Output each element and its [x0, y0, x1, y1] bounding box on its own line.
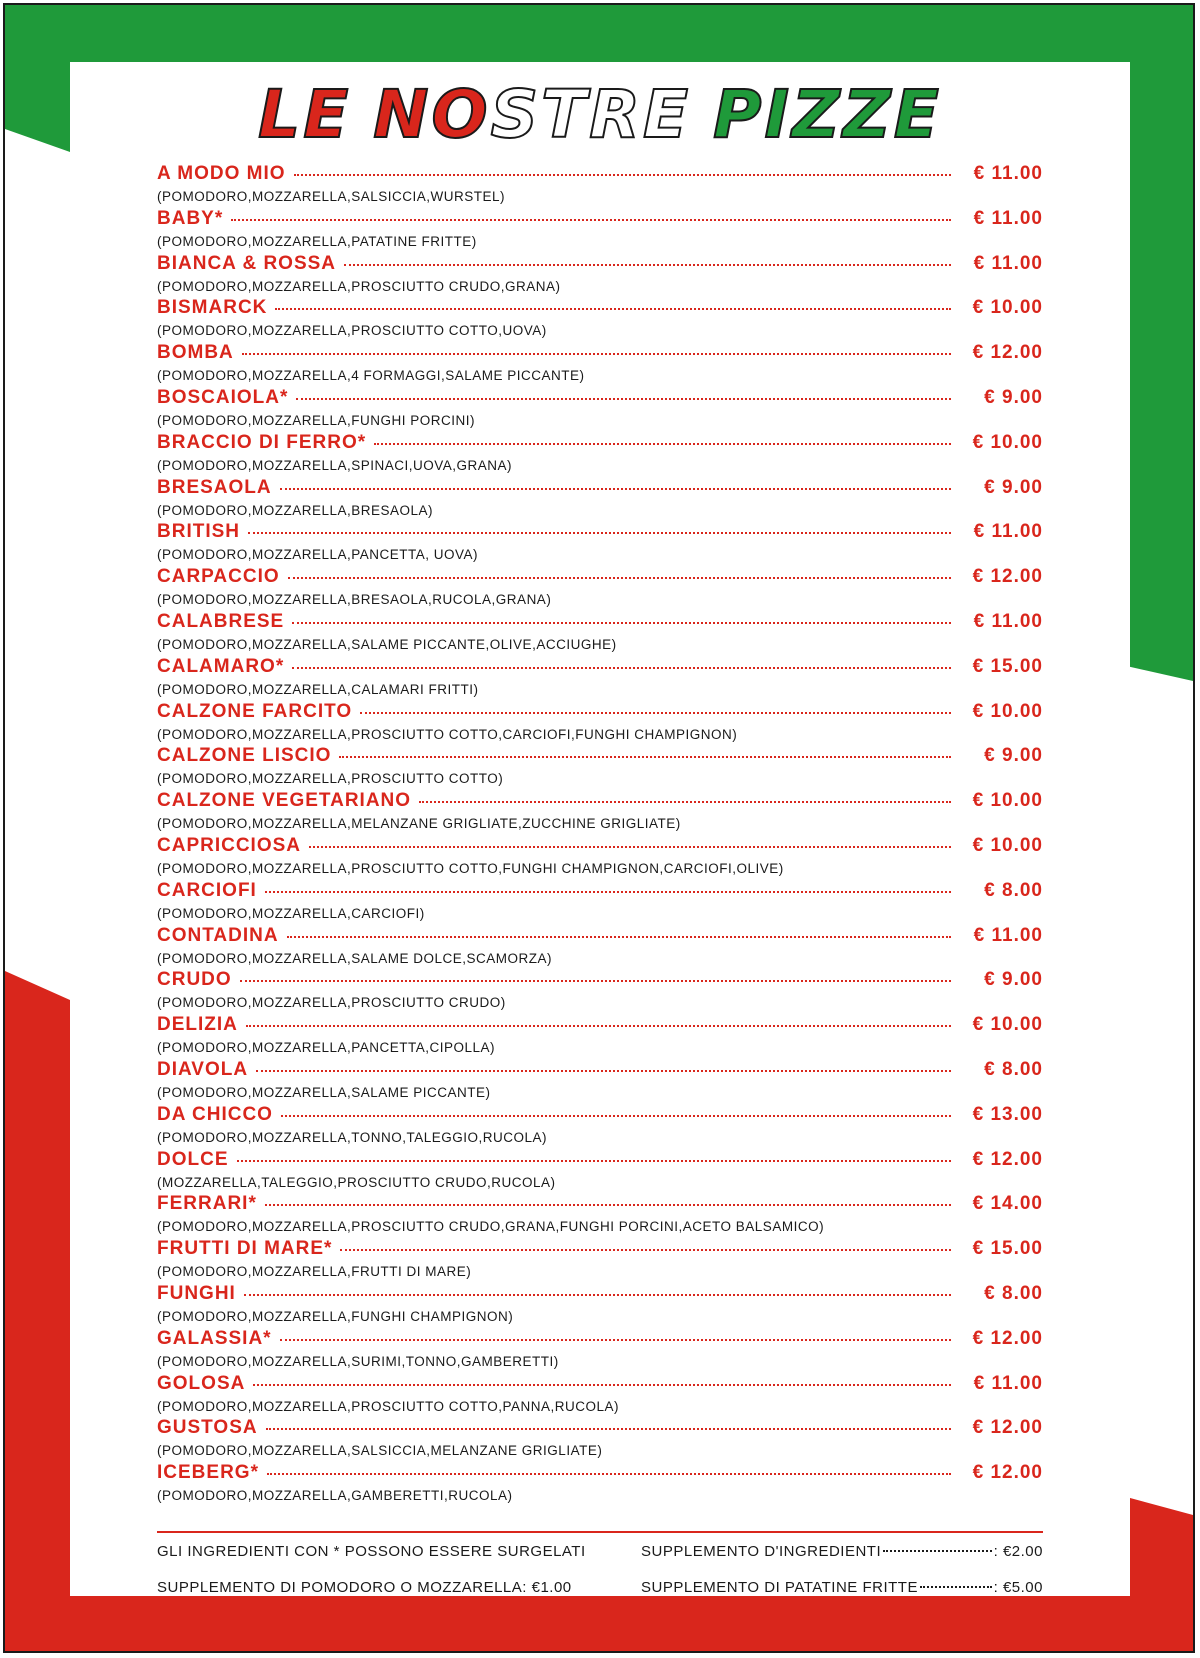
pizza-price: € 10.00 — [972, 700, 1043, 722]
menu-item — [157, 432, 1043, 477]
menu-item-row — [157, 521, 1043, 545]
pizza-name: BRITISH — [157, 521, 240, 543]
dot-leader — [246, 1025, 951, 1027]
title-word-le: LE — [258, 76, 352, 153]
pizza-ingredients: (POMODORO,MOZZARELLA,PROSCIUTTO CRUDO,GRANA,FUNGHI PORCINI,ACETO BALSAMICO) — [157, 1219, 825, 1235]
pizza-ingredients: (POMODORO,MOZZARELLA,FUNGHI CHAMPIGNON) — [157, 1308, 514, 1324]
ingredient-supplement-price: : €2.00 — [993, 1543, 1043, 1560]
pizza-name: DA CHICCO — [157, 1103, 273, 1125]
pizza-ingredients: (POMODORO,MOZZARELLA,PROSCIUTTO COTTO,UOVA) — [157, 323, 547, 339]
menu-item — [157, 566, 1043, 611]
page-title — [0, 76, 1200, 153]
pizza-name: CALAMARO* — [157, 655, 285, 677]
pizza-ingredients: (POMODORO,MOZZARELLA,PROSCIUTTO COTTO,PANNA,RUCOLA) — [157, 1398, 620, 1414]
ingredient-supplement — [641, 1543, 1043, 1560]
tomato-mozzarella-supplement: SUPPLEMENTO DI POMODORO O MOZZARELLA: €1.00 — [157, 1579, 572, 1596]
menu-item — [157, 387, 1043, 432]
dot-leader — [374, 443, 951, 445]
menu-item-row — [157, 611, 1043, 635]
menu-item-row — [157, 1462, 1043, 1486]
pizza-ingredients: (POMODORO,MOZZARELLA,4 FORMAGGI,SALAME PICCANTE) — [157, 368, 585, 384]
pizza-ingredients: (POMODORO,MOZZARELLA,BRESAOLA,RUCOLA,GRANA) — [157, 592, 552, 608]
menu-item-row — [157, 566, 1043, 590]
dot-leader — [309, 846, 951, 848]
pizza-ingredients: (POMODORO,MOZZARELLA,FUNGHI PORCINI) — [157, 412, 476, 428]
menu-item — [157, 656, 1043, 701]
menu-item-row — [157, 1014, 1043, 1038]
ingredient-supplement-label: SUPPLEMENTO D'INGREDIENTI — [641, 1543, 882, 1560]
pizza-price: € 11.00 — [973, 521, 1043, 543]
footer-divider — [157, 1531, 1043, 1533]
menu-item-row — [157, 432, 1043, 456]
dot-leader — [242, 353, 951, 355]
menu-item-row — [157, 1373, 1043, 1397]
menu-item — [157, 1238, 1043, 1283]
pizza-price: € 11.00 — [973, 610, 1043, 632]
pizza-name: GUSTOSA — [157, 1417, 258, 1439]
dot-leader — [344, 264, 951, 266]
pizza-price: € 8.00 — [984, 879, 1043, 901]
dot-leader — [275, 308, 951, 310]
menu-item — [157, 969, 1043, 1014]
pizza-price: € 9.00 — [984, 745, 1043, 767]
pizza-ingredients: (POMODORO,MOZZARELLA,PATATINE FRITTE) — [157, 233, 477, 249]
pizza-ingredients: (POMODORO,MOZZARELLA,PROSCIUTTO COTTO,FUNGHI CHAMPIGNON,CARCIOFI,OLIVE) — [157, 860, 784, 876]
pizza-ingredients: (POMODORO,MOZZARELLA,SALAME DOLCE,SCAMORZA) — [157, 950, 553, 966]
pizza-price: € 10.00 — [972, 431, 1043, 453]
pizza-name: BOMBA — [157, 342, 234, 364]
pizza-name: BRACCIO DI FERRO* — [157, 431, 367, 453]
pizza-price: € 11.00 — [973, 163, 1043, 184]
menu-item-row — [157, 1149, 1043, 1173]
title-word-pizze: PIZZE — [713, 76, 942, 153]
fries-supplement-price: : €5.00 — [993, 1579, 1043, 1596]
pizza-price: € 12.00 — [972, 342, 1043, 364]
pizza-ingredients: (MOZZARELLA,TALEGGIO,PROSCIUTTO CRUDO,RUCOLA) — [157, 1174, 556, 1190]
menu-item — [157, 1104, 1043, 1149]
dot-leader — [240, 980, 951, 982]
menu-item — [157, 790, 1043, 835]
pizza-name: CARCIOFI — [157, 879, 257, 901]
menu-item-row — [157, 1283, 1043, 1307]
pizza-ingredients: (POMODORO,MOZZARELLA,CARCIOFI) — [157, 905, 425, 921]
pizza-ingredients: (POMODORO,MOZZARELLA,PROSCIUTTO CRUDO,GRANA) — [157, 278, 561, 294]
menu-item — [157, 1283, 1043, 1328]
menu-item-row — [157, 1193, 1043, 1217]
title-word-nostre-white: STRE — [490, 76, 692, 153]
menu-item-row — [157, 1238, 1043, 1262]
dot-leader — [920, 1586, 992, 1588]
pizza-name: DOLCE — [157, 1148, 229, 1170]
pizza-ingredients: (POMODORO,MOZZARELLA,SPINACI,UOVA,GRANA) — [157, 457, 513, 473]
pizza-ingredients: (POMODORO,MOZZARELLA,FRUTTI DI MARE) — [157, 1264, 472, 1280]
menu-item-row — [157, 1417, 1043, 1441]
pizza-ingredients: (POMODORO,MOZZARELLA,SALSICCIA,MELANZANE GRIGLIATE) — [157, 1443, 603, 1459]
pizza-ingredients: (POMODORO,MOZZARELLA,TONNO,TALEGGIO,RUCOLA) — [157, 1129, 548, 1145]
pizza-price: € 15.00 — [972, 1238, 1043, 1260]
dot-leader — [296, 398, 951, 400]
pizza-price: € 10.00 — [972, 1014, 1043, 1036]
pizza-name: CRUDO — [157, 969, 232, 991]
pizza-name: ICEBERG* — [157, 1462, 259, 1484]
pizza-name: DIAVOLA — [157, 1058, 249, 1080]
pizza-name: CALZONE LISCIO — [157, 745, 332, 767]
pizza-name: FERRARI* — [157, 1193, 257, 1215]
pizza-name: CALZONE FARCITO — [157, 700, 353, 722]
menu-item-row — [157, 925, 1043, 949]
pizza-name: FRUTTI DI MARE* — [157, 1238, 333, 1260]
dot-leader — [265, 891, 951, 893]
menu-item — [157, 1059, 1043, 1104]
menu-item-row — [157, 1059, 1043, 1083]
menu-item-row — [157, 790, 1043, 814]
fries-supplement — [641, 1579, 1043, 1596]
pizza-price: € 11.00 — [973, 924, 1043, 946]
pizza-price: € 9.00 — [984, 386, 1043, 408]
dot-leader — [294, 174, 951, 176]
dot-leader — [883, 1550, 992, 1552]
pizza-price: € 12.00 — [972, 1327, 1043, 1349]
menu-item — [157, 611, 1043, 656]
pizza-price: € 11.00 — [973, 207, 1043, 229]
menu-item — [157, 745, 1043, 790]
menu-item — [157, 1149, 1043, 1194]
menu-item-row — [157, 880, 1043, 904]
menu-item — [157, 701, 1043, 746]
pizza-price: € 12.00 — [972, 1148, 1043, 1170]
dot-leader — [339, 756, 951, 758]
pizza-price: € 11.00 — [973, 252, 1043, 274]
pizza-ingredients: (POMODORO,MOZZARELLA,PROSCIUTTO CRUDO) — [157, 995, 506, 1011]
pizza-ingredients: (POMODORO,MOZZARELLA,SURIMI,TONNO,GAMBERETTI) — [157, 1353, 559, 1369]
pizza-price: € 9.00 — [984, 969, 1043, 991]
pizza-price: € 14.00 — [972, 1193, 1043, 1215]
menu-item — [157, 1014, 1043, 1059]
menu-item-row — [157, 656, 1043, 680]
dot-leader — [360, 712, 951, 714]
dot-leader — [292, 667, 951, 669]
dot-leader — [340, 1249, 951, 1251]
menu-item — [157, 342, 1043, 387]
pizza-menu-list — [157, 163, 1043, 1507]
pizza-name: GALASSIA* — [157, 1327, 272, 1349]
dot-leader — [292, 622, 951, 624]
menu-item — [157, 835, 1043, 880]
pizza-price: € 12.00 — [972, 1417, 1043, 1439]
pizza-ingredients: (POMODORO,MOZZARELLA,BRESAOLA) — [157, 502, 434, 518]
pizza-price: € 13.00 — [972, 1103, 1043, 1125]
menu-item-row — [157, 969, 1043, 993]
menu-item-row — [157, 297, 1043, 321]
menu-item — [157, 1373, 1043, 1418]
dot-leader — [280, 1339, 951, 1341]
pizza-name: FUNGHI — [157, 1282, 236, 1304]
pizza-ingredients: (POMODORO,MOZZARELLA,PANCETTA,CIPOLLA) — [157, 1040, 496, 1056]
dot-leader — [288, 577, 951, 579]
pizza-price: € 8.00 — [984, 1058, 1043, 1080]
title-word-nostre-red: NO — [373, 76, 491, 153]
pizza-ingredients: (POMODORO,MOZZARELLA,PROSCIUTTO COTTO,CARCIOFI,FUNGHI CHAMPIGNON) — [157, 726, 738, 742]
dot-leader — [237, 1160, 952, 1162]
pizza-ingredients: (POMODORO,MOZZARELLA,SALSICCIA,WURSTEL) — [157, 189, 506, 204]
menu-item-row — [157, 253, 1043, 277]
dot-leader — [244, 1294, 951, 1296]
pizza-ingredients: (POMODORO,MOZZARELLA,PANCETTA, UOVA) — [157, 547, 479, 563]
dot-leader — [265, 1204, 951, 1206]
dot-leader — [287, 936, 951, 938]
menu-item — [157, 925, 1043, 970]
pizza-price: € 11.00 — [973, 1372, 1043, 1394]
pizza-name: DELIZIA — [157, 1014, 238, 1036]
fries-supplement-label: SUPPLEMENTO DI PATATINE FRITTE — [641, 1579, 918, 1596]
pizza-ingredients: (POMODORO,MOZZARELLA,SALAME PICCANTE,OLIVE,ACCIUGHE) — [157, 636, 617, 652]
dot-leader — [253, 1384, 951, 1386]
menu-item-row — [157, 163, 1043, 187]
dot-leader — [248, 532, 951, 534]
dot-leader — [266, 1428, 951, 1430]
menu-item-row — [157, 1328, 1043, 1352]
pizza-name: BRESAOLA — [157, 476, 272, 498]
menu-item-row — [157, 387, 1043, 411]
menu-item-row — [157, 1104, 1043, 1128]
pizza-price: € 8.00 — [984, 1282, 1043, 1304]
pizza-name: CALZONE VEGETARIANO — [157, 790, 412, 812]
pizza-price: € 12.00 — [972, 1462, 1043, 1484]
dot-leader — [281, 1115, 951, 1117]
menu-item — [157, 253, 1043, 298]
pizza-name: CAPRICCIOSA — [157, 834, 302, 856]
pizza-ingredients: (POMODORO,MOZZARELLA,SALAME PICCANTE) — [157, 1084, 491, 1100]
dot-leader — [280, 488, 951, 490]
pizza-price: € 10.00 — [972, 790, 1043, 812]
dot-leader — [256, 1070, 951, 1072]
pizza-name: A MODO MIO — [157, 163, 286, 184]
dot-leader — [231, 219, 951, 221]
pizza-price: € 10.00 — [972, 834, 1043, 856]
pizza-ingredients: (POMODORO,MOZZARELLA,PROSCIUTTO COTTO) — [157, 771, 504, 787]
pizza-price: € 15.00 — [972, 655, 1043, 677]
dot-leader — [267, 1473, 951, 1475]
pizza-ingredients: (POMODORO,MOZZARELLA,GAMBERETTI,RUCOLA) — [157, 1488, 513, 1504]
menu-item-row — [157, 208, 1043, 232]
menu-item — [157, 297, 1043, 342]
menu-item — [157, 521, 1043, 566]
menu-item-row — [157, 835, 1043, 859]
pizza-name: CARPACCIO — [157, 566, 280, 588]
menu-item-row — [157, 701, 1043, 725]
menu-item — [157, 1417, 1043, 1462]
menu-item — [157, 1328, 1043, 1373]
pizza-name: CONTADINA — [157, 924, 279, 946]
pizza-name: BOSCAIOLA* — [157, 386, 289, 408]
menu-item-row — [157, 477, 1043, 501]
menu-item — [157, 477, 1043, 522]
menu-item — [157, 880, 1043, 925]
pizza-name: GOLOSA — [157, 1372, 246, 1394]
menu-item — [157, 163, 1043, 208]
frozen-ingredients-note: GLI INGREDIENTI CON * POSSONO ESSERE SURGELATI — [157, 1543, 586, 1560]
pizza-ingredients: (POMODORO,MOZZARELLA,MELANZANE GRIGLIATE,ZUCCHINE GRIGLIATE) — [157, 816, 681, 832]
pizza-name: BABY* — [157, 207, 224, 229]
pizza-price: € 10.00 — [972, 297, 1043, 319]
menu-item — [157, 208, 1043, 253]
pizza-name: BIANCA & ROSSA — [157, 252, 337, 274]
menu-item-row — [157, 342, 1043, 366]
pizza-price: € 9.00 — [984, 476, 1043, 498]
pizza-price: € 12.00 — [972, 566, 1043, 588]
menu-item — [157, 1462, 1043, 1507]
menu-item — [157, 1193, 1043, 1238]
pizza-ingredients: (POMODORO,MOZZARELLA,CALAMARI FRITTI) — [157, 681, 479, 697]
menu-item-row — [157, 745, 1043, 769]
pizza-name: BISMARCK — [157, 297, 268, 319]
dot-leader — [419, 801, 951, 803]
pizza-name: CALABRESE — [157, 610, 285, 632]
